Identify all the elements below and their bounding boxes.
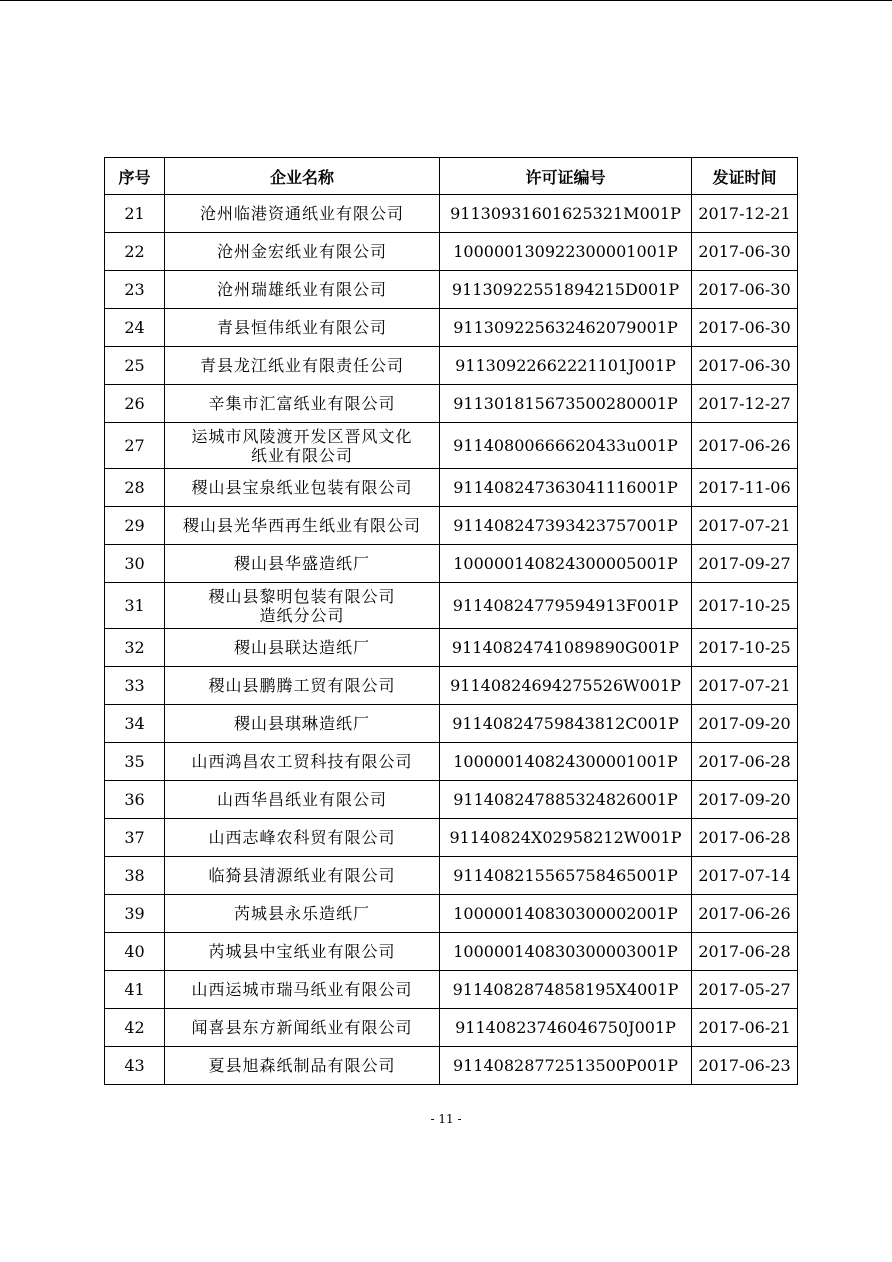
cell-company-name: 山西华昌纸业有限公司 <box>165 781 440 819</box>
cell-company-name: 稷山县琪琳造纸厂 <box>165 705 440 743</box>
cell-company-name: 稷山县鹏腾工贸有限公司 <box>165 667 440 705</box>
cell-license-no: 100000140830300003001P <box>440 933 692 971</box>
company-name-line1: 稷山县黎明包装有限公司 <box>208 586 396 606</box>
cell-issue-date: 2017-06-26 <box>692 895 798 933</box>
cell-issue-date: 2017-07-21 <box>692 667 798 705</box>
cell-company-name <box>165 583 440 629</box>
cell-serial-no: 27 <box>105 423 165 469</box>
table-row <box>105 819 798 857</box>
cell-company-name: 沧州临港资通纸业有限公司 <box>165 195 440 233</box>
company-name-line1: 运城市风陵渡开发区晋风文化 <box>191 426 413 446</box>
cell-serial-no: 31 <box>105 583 165 629</box>
table-row <box>105 971 798 1009</box>
table-row <box>105 583 798 629</box>
cell-issue-date: 2017-12-27 <box>692 385 798 423</box>
cell-serial-no: 28 <box>105 469 165 507</box>
cell-license-no: 91140823746046750J001P <box>440 1009 692 1047</box>
cell-company-name <box>165 423 440 469</box>
table-row <box>105 545 798 583</box>
cell-serial-no: 40 <box>105 933 165 971</box>
table-header-row <box>105 158 798 195</box>
cell-license-no: 91140824694275526W001P <box>440 667 692 705</box>
table-row <box>105 385 798 423</box>
table-row <box>105 857 798 895</box>
cell-serial-no: 30 <box>105 545 165 583</box>
cell-company-name: 沧州瑞雄纸业有限公司 <box>165 271 440 309</box>
cell-serial-no: 29 <box>105 507 165 545</box>
cell-license-no: 911408247363041116001P <box>440 469 692 507</box>
cell-serial-no: 25 <box>105 347 165 385</box>
cell-company-name: 闻喜县东方新闻纸业有限公司 <box>165 1009 440 1047</box>
cell-serial-no: 24 <box>105 309 165 347</box>
table-row <box>105 667 798 705</box>
cell-serial-no: 37 <box>105 819 165 857</box>
cell-company-name: 稷山县华盛造纸厂 <box>165 545 440 583</box>
cell-company-name: 夏县旭森纸制品有限公司 <box>165 1047 440 1085</box>
cell-serial-no: 33 <box>105 667 165 705</box>
cell-issue-date: 2017-09-20 <box>692 705 798 743</box>
header-issue-date: 发证时间 <box>692 158 798 195</box>
table-row <box>105 895 798 933</box>
cell-issue-date: 2017-06-21 <box>692 1009 798 1047</box>
cell-license-no: 911309225632462079001P <box>440 309 692 347</box>
cell-license-no: 91130922551894215D001P <box>440 271 692 309</box>
table-row <box>105 629 798 667</box>
cell-company-name: 山西志峰农科贸有限公司 <box>165 819 440 857</box>
page-number: - 11 - <box>430 1112 462 1126</box>
cell-license-no: 100000140824300005001P <box>440 545 692 583</box>
company-name-line2: 造纸分公司 <box>259 605 345 625</box>
cell-serial-no: 22 <box>105 233 165 271</box>
cell-issue-date: 2017-10-25 <box>692 629 798 667</box>
cell-company-name: 沧州金宏纸业有限公司 <box>165 233 440 271</box>
cell-company-name: 青县龙江纸业有限责任公司 <box>165 347 440 385</box>
cell-issue-date: 2017-09-27 <box>692 545 798 583</box>
cell-serial-no: 23 <box>105 271 165 309</box>
table-row <box>105 743 798 781</box>
cell-license-no: 100000140824300001001P <box>440 743 692 781</box>
cell-serial-no: 42 <box>105 1009 165 1047</box>
cell-license-no: 91140824759843812C001P <box>440 705 692 743</box>
cell-issue-date: 2017-07-14 <box>692 857 798 895</box>
header-serial-no: 序号 <box>105 158 165 195</box>
cell-serial-no: 36 <box>105 781 165 819</box>
top-border-line <box>0 0 892 1</box>
cell-serial-no: 21 <box>105 195 165 233</box>
cell-company-name: 山西鸿昌农工贸科技有限公司 <box>165 743 440 781</box>
header-license-no: 许可证编号 <box>440 158 692 195</box>
table-row <box>105 1009 798 1047</box>
cell-serial-no: 41 <box>105 971 165 1009</box>
cell-license-no: 91140828772513500P001P <box>440 1047 692 1085</box>
cell-company-name: 稷山县联达造纸厂 <box>165 629 440 667</box>
cell-company-name: 芮城县永乐造纸厂 <box>165 895 440 933</box>
cell-issue-date: 2017-07-21 <box>692 507 798 545</box>
cell-issue-date: 2017-06-26 <box>692 423 798 469</box>
cell-company-name: 山西运城市瑞马纸业有限公司 <box>165 971 440 1009</box>
table-row <box>105 1047 798 1085</box>
license-table <box>104 157 798 1085</box>
table-row <box>105 469 798 507</box>
cell-issue-date: 2017-06-30 <box>692 271 798 309</box>
cell-issue-date: 2017-09-20 <box>692 781 798 819</box>
cell-company-name: 青县恒伟纸业有限公司 <box>165 309 440 347</box>
cell-issue-date: 2017-06-28 <box>692 933 798 971</box>
cell-issue-date: 2017-06-28 <box>692 819 798 857</box>
cell-issue-date: 2017-06-23 <box>692 1047 798 1085</box>
cell-serial-no: 34 <box>105 705 165 743</box>
cell-serial-no: 35 <box>105 743 165 781</box>
table-row <box>105 507 798 545</box>
table-row <box>105 309 798 347</box>
cell-license-no: 911301815673500280001P <box>440 385 692 423</box>
cell-license-no: 9114082874858195X4001P <box>440 971 692 1009</box>
cell-issue-date: 2017-06-30 <box>692 309 798 347</box>
cell-license-no: 91140824779594913F001P <box>440 583 692 629</box>
cell-license-no: 911408215565758465001P <box>440 857 692 895</box>
cell-company-name: 稷山县光华西再生纸业有限公司 <box>165 507 440 545</box>
cell-license-no: 91140800666620433u001P <box>440 423 692 469</box>
cell-issue-date: 2017-10-25 <box>692 583 798 629</box>
cell-serial-no: 32 <box>105 629 165 667</box>
cell-issue-date: 2017-05-27 <box>692 971 798 1009</box>
cell-license-no: 100000140830300002001P <box>440 895 692 933</box>
table-row <box>105 423 798 469</box>
cell-issue-date: 2017-06-30 <box>692 347 798 385</box>
cell-company-name: 稷山县宝泉纸业包装有限公司 <box>165 469 440 507</box>
cell-company-name: 辛集市汇富纸业有限公司 <box>165 385 440 423</box>
cell-serial-no: 38 <box>105 857 165 895</box>
cell-serial-no: 39 <box>105 895 165 933</box>
table-row <box>105 933 798 971</box>
cell-issue-date: 2017-06-28 <box>692 743 798 781</box>
cell-license-no: 911408247393423757001P <box>440 507 692 545</box>
cell-license-no: 91130931601625321M001P <box>440 195 692 233</box>
cell-license-no: 91130922662221101J001P <box>440 347 692 385</box>
cell-company-name: 芮城县中宝纸业有限公司 <box>165 933 440 971</box>
table-row <box>105 705 798 743</box>
cell-serial-no: 43 <box>105 1047 165 1085</box>
cell-company-name: 临猗县清源纸业有限公司 <box>165 857 440 895</box>
cell-issue-date: 2017-11-06 <box>692 469 798 507</box>
cell-issue-date: 2017-12-21 <box>692 195 798 233</box>
table-row <box>105 271 798 309</box>
cell-serial-no: 26 <box>105 385 165 423</box>
table-row <box>105 781 798 819</box>
cell-license-no: 91140824741089890G001P <box>440 629 692 667</box>
table-row <box>105 195 798 233</box>
header-company-name: 企业名称 <box>165 158 440 195</box>
cell-license-no: 91140824X02958212W001P <box>440 819 692 857</box>
cell-license-no: 911408247885324826001P <box>440 781 692 819</box>
cell-issue-date: 2017-06-30 <box>692 233 798 271</box>
table-row <box>105 347 798 385</box>
cell-license-no: 100000130922300001001P <box>440 233 692 271</box>
table-row <box>105 233 798 271</box>
company-name-line2: 纸业有限公司 <box>250 445 353 465</box>
